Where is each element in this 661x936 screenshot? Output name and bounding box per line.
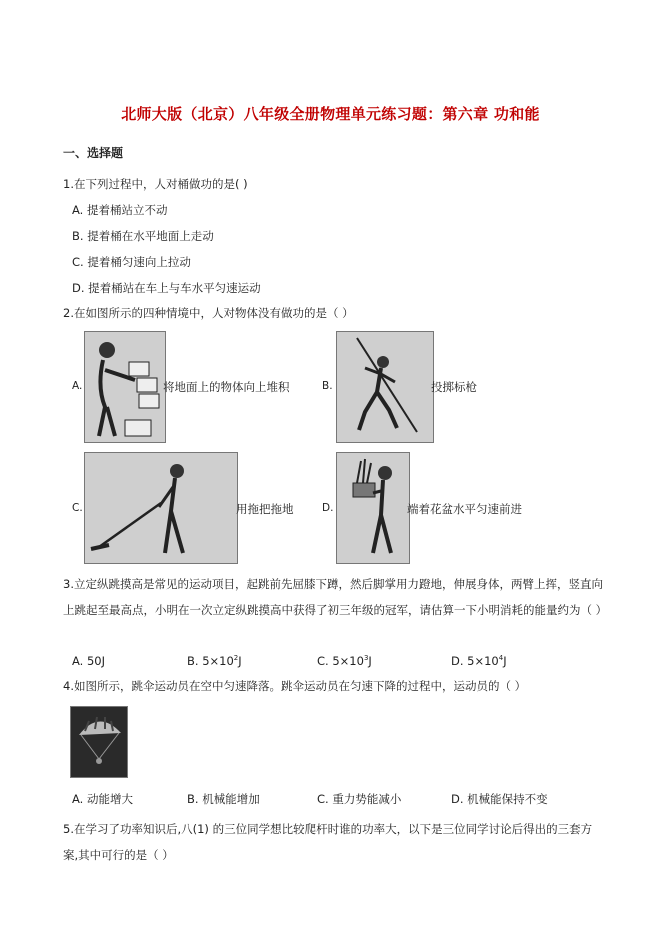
q2-d-letter: D. [322,502,334,514]
question-2-stem: 2.在如图所示的四种情境中，人对物体没有做功的是（ ） [63,306,354,320]
section-heading: 一、选择题 [63,146,124,160]
stacking-boxes-icon [84,331,166,443]
parachute-icon [70,706,128,778]
q1-option-d: D. 提着桶站在车上与车水平匀速运动 [72,281,261,295]
q3-option-d: D. $5\times 10^4J$ [451,654,507,668]
q2-b-letter: B. [322,380,333,392]
q4-option-c: C. 重力势能减小 [317,792,402,806]
question-4-stem: 4.如图所示，跳伞运动员在空中匀速降落。跳伞运动员在匀速下降的过程中，运动员的（ ） [63,679,527,693]
q3-option-c: C. $5\times 10^3J$ [317,654,372,668]
q2-a-caption: 将地面上的物体向上堆积 [163,380,290,394]
page-title: 北师大版（北京）八年级全册物理单元练习题：第六章 功和能 [121,105,540,123]
mopping-icon [84,452,238,564]
q3-option-b: B. $5\times 10^2J$ [187,654,242,668]
q2-d-caption: 端着花盆水平匀速前进 [407,502,522,516]
q4-option-d: D. 机械能保持不变 [451,792,548,806]
q4-option-b: B. 机械能增加 [187,792,260,806]
javelin-throw-icon [336,331,434,443]
q2-c-caption: 用拖把拖地 [236,502,294,516]
q2-c-letter: C. [72,502,83,514]
question-5-stem: 5.在学习了功率知识后,八(1) 的三位同学想比较爬杆时谁的功率大，以下是三位同学讨论后得出的三套方案,其中可行的是（ ） [63,822,593,862]
q1-option-a: A. 提着桶站立不动 [72,203,168,217]
q3-option-a: A. 50J [72,654,106,668]
q2-a-letter: A. [72,380,83,392]
carrying-flowerpot-icon [336,452,410,564]
question-1-stem: 1.在下列过程中，人对桶做功的是( ) [63,177,248,191]
q1-option-c: C. 提着桶匀速向上拉动 [72,255,191,269]
q1-option-b: B. 提着桶在水平地面上走动 [72,229,214,243]
q4-option-a: A. 动能增大 [72,792,133,806]
q2-b-caption: 投掷标枪 [431,380,477,394]
question-3-stem: 3.立定纵跳摸高是常见的运动项目，起跳前先屈膝下蹲，然后脚掌用力蹬地，伸展身体，两臂上挥，竖直向上跳起至最高点，小明在一次立定纵跳摸高中获得了初三年级的冠军，请估算一下小明消耗的能量约为（ ） [63,577,608,617]
